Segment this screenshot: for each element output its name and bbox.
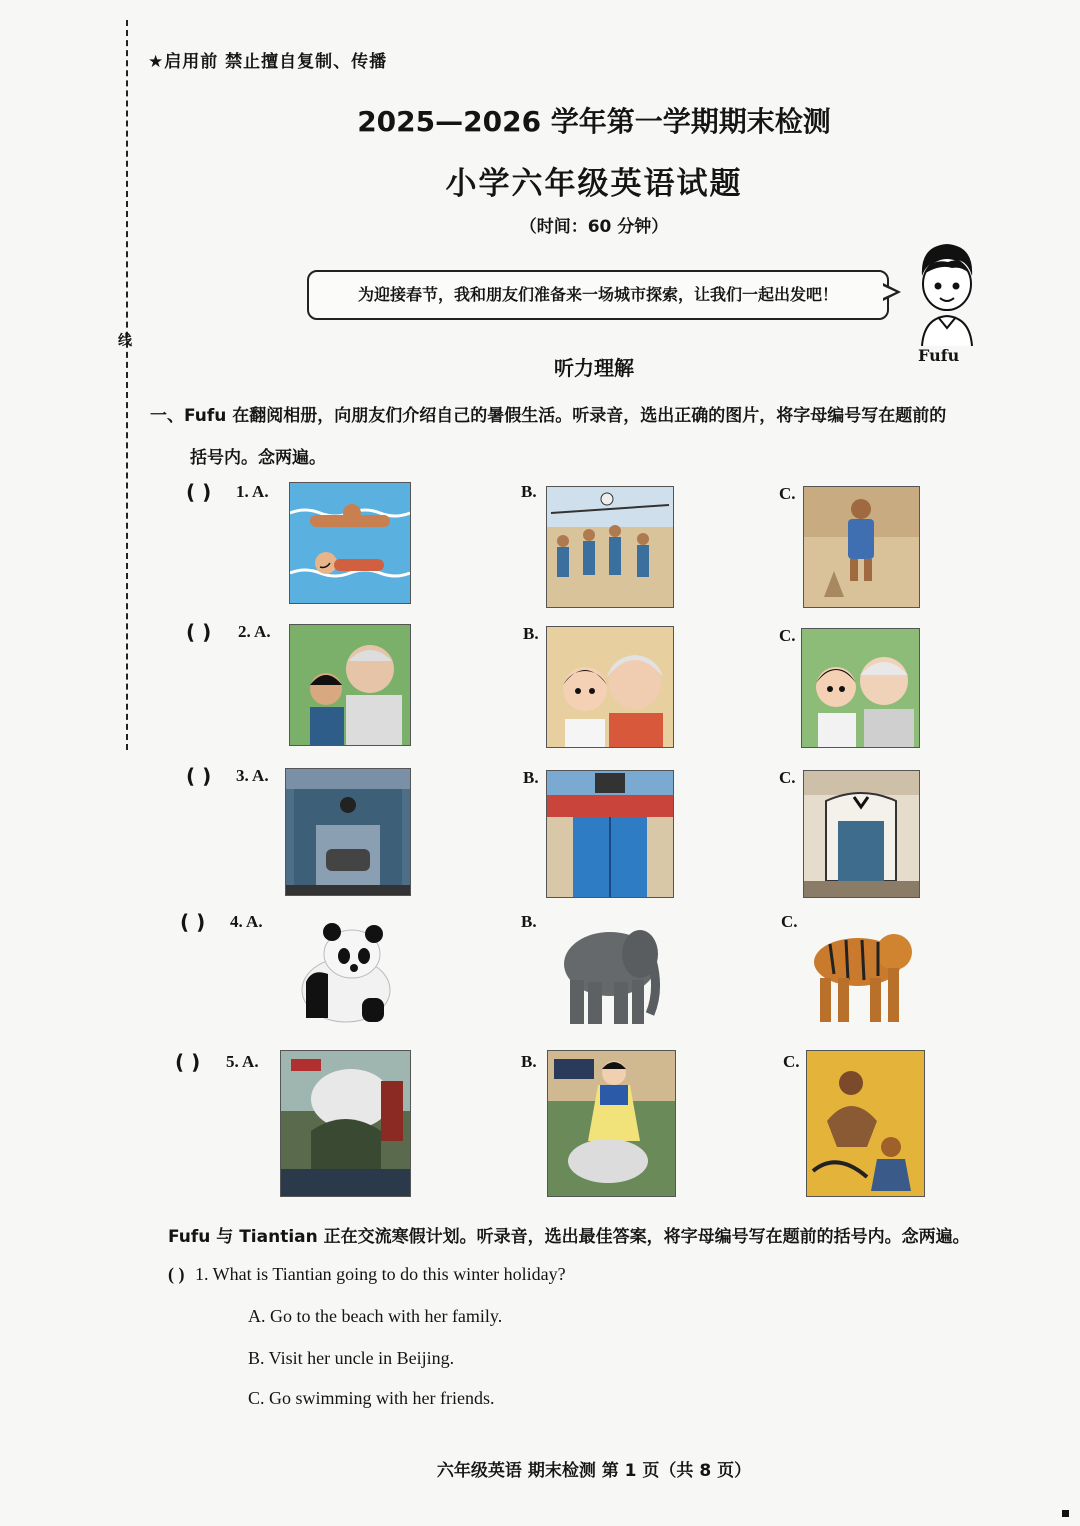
option-b: B. Visit her uncle in Beijing.: [248, 1348, 455, 1368]
answer-bracket[interactable]: ( ): [186, 480, 212, 504]
option-label: C.: [779, 484, 796, 503]
exam-title: 2025—2026 学年第一学期期末检测: [357, 105, 831, 138]
part2-instruction: Fufu 与 Tiantian 正在交流寒假计划。听录音，选出最佳答案，将字母编号写在题前的括号内。念两遍。: [168, 1227, 970, 1247]
answer-bracket[interactable]: ( ): [186, 764, 212, 788]
option-image-gate: [803, 770, 920, 898]
question-number: 4. A.: [230, 912, 263, 931]
answer-bracket[interactable]: ( ): [175, 1050, 201, 1074]
corner-dot: [1062, 1510, 1069, 1517]
option-label: C.: [781, 912, 798, 931]
option-label: C.: [783, 1052, 800, 1071]
option-image-boy-grandma: [546, 626, 674, 748]
answer-bracket[interactable]: ( ): [168, 1264, 185, 1284]
option-image-book-cover-3: [806, 1050, 925, 1197]
answer-bracket[interactable]: ( ): [180, 910, 206, 934]
panda-icon: [292, 918, 398, 1026]
option-image-swimming: [289, 482, 411, 604]
question-number: 5. A.: [226, 1052, 259, 1071]
exam-time: （时间：60 分钟）: [519, 217, 669, 237]
page-footer: 六年级英语 期末检测 第 1 页（共 8 页）: [436, 1461, 752, 1481]
option-label: C.: [779, 626, 796, 645]
elephant-icon: [552, 920, 664, 1026]
option-label: B.: [523, 624, 539, 643]
question-text: 1. What is Tiantian going to do this winter holiday?: [195, 1264, 566, 1284]
question-number: 1. A.: [236, 482, 269, 501]
binding-mark: 线: [118, 333, 132, 349]
exam-subtitle: 小学六年级英语试题: [445, 166, 743, 202]
option-label: B.: [521, 1052, 537, 1071]
option-image-boy-grandpa: [289, 624, 411, 746]
part1-instruction: [150, 395, 1050, 479]
option-image-beach-volleyball: [546, 486, 674, 608]
option-label: C.: [779, 768, 796, 787]
option-image-boy-grandpa-smile: [801, 628, 920, 748]
confidential-notice: ★启用前 禁止擅自复制、传播: [148, 52, 388, 72]
option-a: A. Go to the beach with her family.: [248, 1306, 503, 1326]
option-image-sandcastle: [803, 486, 920, 608]
question-number: 3. A.: [236, 766, 269, 785]
speech-bubble: 为迎接春节，我和朋友们准备来一场城市探索，让我们一起出发吧！: [307, 270, 889, 320]
part1-instruction-line2: 括号内。念两遍。: [190, 448, 326, 468]
fufu-label: Fufu: [918, 346, 960, 365]
fufu-character-icon: [902, 236, 992, 346]
tiger-icon: [808, 920, 916, 1024]
option-label: B.: [523, 768, 539, 787]
option-image-building-door: [546, 770, 674, 898]
section-title: 听力理解: [554, 356, 634, 380]
question-number: 2. A.: [238, 622, 271, 641]
part2-question: [168, 1264, 566, 1285]
option-label: B.: [521, 482, 537, 501]
option-image-garage: [285, 768, 411, 896]
answer-bracket[interactable]: ( ): [186, 620, 212, 644]
option-image-book-cover-1: [280, 1050, 411, 1197]
option-c: C. Go swimming with her friends.: [248, 1388, 495, 1408]
option-label: B.: [521, 912, 537, 931]
part1-instruction-line1: 一、Fufu 在翻阅相册，向朋友们介绍自己的暑假生活。听录音，选出正确的图片，将字母编号写在题前的: [150, 406, 947, 426]
option-image-book-cover-2: [547, 1050, 676, 1197]
